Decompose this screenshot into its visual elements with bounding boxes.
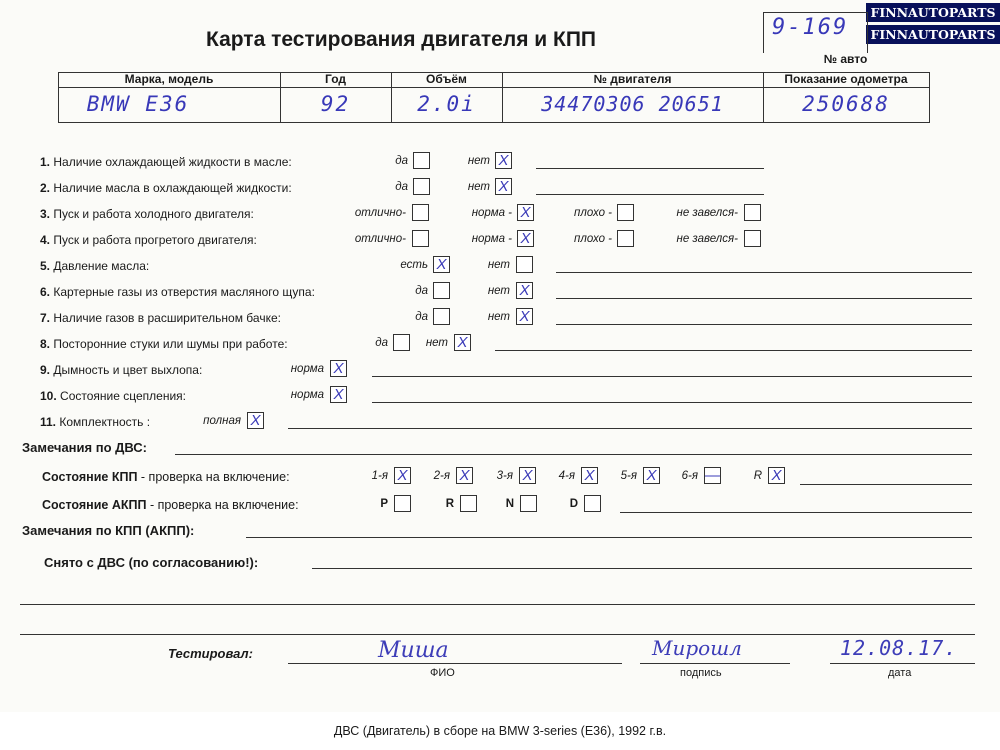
remarks-line bbox=[620, 512, 972, 513]
question-number: 3. bbox=[40, 207, 51, 221]
car-number-label: № авто bbox=[823, 52, 868, 66]
gear-1-checkbox[interactable]: X bbox=[394, 467, 411, 484]
option-label: плохо - bbox=[574, 207, 612, 219]
checkbox-no[interactable] bbox=[516, 256, 533, 273]
question-4 bbox=[40, 233, 257, 247]
option-label: нет bbox=[487, 285, 510, 297]
remarks-line bbox=[20, 604, 975, 605]
checkbox-yes[interactable]: X bbox=[433, 256, 450, 273]
auto-gearbox-suffix: - проверка на включение: bbox=[146, 498, 299, 512]
option-label: норма - bbox=[471, 233, 512, 245]
auto-gearbox-check bbox=[42, 498, 299, 512]
tester-name: Миша bbox=[378, 638, 449, 663]
image-caption: ДВС (Двигатель) в сборе на BMW 3-series (E36), 1992 г.в. bbox=[0, 712, 1000, 750]
tester-signature: Мирошл bbox=[652, 636, 742, 660]
gearbox-remarks-heading: Замечания по КПП (АКПП): bbox=[22, 523, 195, 538]
question-5 bbox=[40, 259, 149, 273]
checkbox-no[interactable]: X bbox=[516, 282, 533, 299]
question-number: 6. bbox=[40, 285, 51, 299]
remarks-line bbox=[312, 568, 972, 569]
gear-label: 3-я bbox=[496, 470, 513, 482]
remarks-line bbox=[536, 194, 764, 195]
position-r-checkbox[interactable] bbox=[460, 495, 477, 512]
watermark-text: FINNAUTOPARTS bbox=[866, 3, 1000, 22]
option-label: да bbox=[415, 285, 428, 297]
checkbox-normal[interactable]: X bbox=[330, 360, 347, 377]
question-10 bbox=[40, 389, 186, 403]
question-9 bbox=[40, 363, 202, 377]
option-label: норма bbox=[290, 363, 324, 375]
checkbox-yes[interactable] bbox=[433, 308, 450, 325]
name-line bbox=[288, 663, 622, 664]
gearbox-check bbox=[42, 470, 290, 484]
remarks-line bbox=[556, 272, 972, 273]
value-year: 92 bbox=[320, 92, 351, 116]
question-text: Давление масла: bbox=[53, 259, 150, 273]
question-3 bbox=[40, 207, 254, 221]
remarks-line bbox=[175, 454, 972, 455]
gearbox-label: Состояние КПП bbox=[42, 470, 138, 484]
gear-label: 2-я bbox=[433, 470, 450, 482]
date-caption: дата bbox=[888, 667, 912, 679]
checkbox-yes[interactable] bbox=[393, 334, 410, 351]
checkbox-no[interactable]: X bbox=[495, 152, 512, 169]
header-volume: Объём bbox=[426, 72, 467, 86]
question-number: 2. bbox=[40, 181, 51, 195]
option-label: да bbox=[375, 337, 388, 349]
position-label: D bbox=[569, 498, 578, 510]
checkbox-no[interactable]: X bbox=[516, 308, 533, 325]
gear-6-checkbox[interactable]: — bbox=[705, 467, 720, 484]
header-engine-number: № двигателя bbox=[593, 72, 672, 86]
remarks-line bbox=[495, 350, 972, 351]
checkbox-normal[interactable]: X bbox=[517, 230, 534, 247]
auto-gearbox-label: Состояние АКПП bbox=[42, 498, 147, 512]
option-label: есть bbox=[400, 259, 428, 271]
removed-heading: Снято с ДВС (по согласованию!): bbox=[44, 555, 259, 570]
remarks-line bbox=[556, 298, 972, 299]
gear-label: R bbox=[753, 470, 762, 482]
gear-label: 6-я bbox=[681, 470, 698, 482]
remarks-line bbox=[372, 402, 972, 403]
test-date: 12.08.17. bbox=[840, 636, 958, 660]
position-label: N bbox=[505, 498, 514, 510]
option-label: плохо - bbox=[574, 233, 612, 245]
question-11 bbox=[40, 415, 150, 429]
position-d-checkbox[interactable] bbox=[584, 495, 601, 512]
gear-label: 4-я bbox=[558, 470, 575, 482]
remarks-line bbox=[372, 376, 972, 377]
checkbox-no[interactable]: X bbox=[495, 178, 512, 195]
option-label: норма bbox=[290, 389, 324, 401]
question-text: Пуск и работа холодного двигателя: bbox=[53, 207, 254, 221]
watermark-text: FINNAUTOPARTS bbox=[866, 25, 1000, 44]
question-number: 5. bbox=[40, 259, 51, 273]
position-p-checkbox[interactable] bbox=[394, 495, 411, 512]
question-7 bbox=[40, 311, 281, 325]
option-label: нет bbox=[487, 259, 510, 271]
remarks-line bbox=[800, 484, 972, 485]
option-label: нет bbox=[467, 181, 490, 193]
gear-label: 1-я bbox=[371, 470, 388, 482]
option-label: не завелся- bbox=[676, 207, 738, 219]
checkbox-normal[interactable]: X bbox=[330, 386, 347, 403]
option-label: нет bbox=[487, 311, 510, 323]
option-label: норма - bbox=[471, 207, 512, 219]
option-label: отлично- bbox=[354, 207, 406, 219]
header-year: Год bbox=[325, 72, 346, 86]
gear-3-checkbox[interactable]: X bbox=[519, 467, 536, 484]
question-8 bbox=[40, 337, 288, 351]
gear-label: 5-я bbox=[620, 470, 637, 482]
position-label: P bbox=[380, 498, 388, 510]
name-caption: ФИО bbox=[430, 667, 455, 679]
gear-reverse-checkbox[interactable]: X bbox=[768, 467, 785, 484]
remarks-line bbox=[556, 324, 972, 325]
question-text: Комплектность : bbox=[59, 415, 151, 429]
question-text: Дымность и цвет выхлопа: bbox=[53, 363, 203, 377]
page-title: Карта тестирования двигателя и КПП bbox=[206, 28, 597, 51]
checkbox-complete[interactable]: X bbox=[247, 412, 264, 429]
signature-line bbox=[640, 663, 790, 664]
checkbox-yes[interactable] bbox=[413, 178, 430, 195]
question-number: 11. bbox=[40, 415, 57, 429]
value-volume: 2.0i bbox=[417, 92, 476, 116]
checkbox-normal[interactable]: X bbox=[517, 204, 534, 221]
checkbox-no-start[interactable] bbox=[744, 204, 761, 221]
signature-caption: подпись bbox=[680, 667, 722, 679]
question-number: 10. bbox=[40, 389, 57, 403]
checkbox-excellent[interactable] bbox=[412, 230, 429, 247]
position-label: R bbox=[445, 498, 454, 510]
gear-4-checkbox[interactable]: X bbox=[581, 467, 598, 484]
checkbox-excellent[interactable] bbox=[412, 204, 429, 221]
question-1 bbox=[40, 155, 292, 169]
question-text: Картерные газы из отверстия масляного щупа: bbox=[53, 285, 315, 299]
question-number: 4. bbox=[40, 233, 51, 247]
date-line bbox=[830, 663, 975, 664]
value-model: BMW E36 bbox=[86, 92, 190, 116]
checkbox-bad[interactable] bbox=[617, 230, 634, 247]
option-label: да bbox=[415, 311, 428, 323]
gear-2-checkbox[interactable]: X bbox=[456, 467, 473, 484]
checkbox-no-start[interactable] bbox=[744, 230, 761, 247]
remarks-line bbox=[288, 428, 972, 429]
question-number: 1. bbox=[40, 155, 51, 169]
position-n-checkbox[interactable] bbox=[520, 495, 537, 512]
header-model: Марка, модель bbox=[124, 72, 214, 86]
remarks-line bbox=[20, 634, 975, 635]
question-number: 8. bbox=[40, 337, 51, 351]
checkbox-yes[interactable] bbox=[413, 152, 430, 169]
option-label: да bbox=[395, 181, 408, 193]
question-text: Посторонние стуки или шумы при работе: bbox=[53, 337, 288, 351]
option-label: полная bbox=[203, 415, 241, 427]
value-odometer: 250688 bbox=[802, 92, 890, 116]
option-label: не завелся- bbox=[676, 233, 738, 245]
question-number: 9. bbox=[40, 363, 51, 377]
question-text: Наличие масла в охлаждающей жидкости: bbox=[53, 181, 292, 195]
gearbox-suffix: - проверка на включение: bbox=[137, 470, 290, 484]
question-text: Состояние сцепления: bbox=[60, 389, 186, 403]
checkbox-yes[interactable] bbox=[433, 282, 450, 299]
gear-5-checkbox[interactable]: X bbox=[643, 467, 660, 484]
value-engine-number: 34470306 20651 bbox=[541, 92, 724, 116]
option-label: отлично- bbox=[354, 233, 406, 245]
engine-remarks-heading: Замечания по ДВС: bbox=[22, 440, 147, 455]
tested-by-label: Тестировал: bbox=[168, 646, 253, 661]
question-number: 7. bbox=[40, 311, 51, 325]
header-odometer: Показание одометра bbox=[784, 72, 908, 86]
car-number-value: 9-169 bbox=[772, 15, 849, 40]
question-2 bbox=[40, 181, 292, 195]
remarks-line bbox=[246, 537, 972, 538]
option-label: нет bbox=[425, 337, 448, 349]
option-label: да bbox=[395, 155, 408, 167]
car-number-box bbox=[763, 12, 868, 53]
remarks-line bbox=[536, 168, 764, 169]
option-label: нет bbox=[467, 155, 490, 167]
question-text: Наличие газов в расширительном бачке: bbox=[53, 311, 281, 325]
table-border bbox=[929, 72, 930, 122]
question-6 bbox=[40, 285, 315, 299]
checkbox-bad[interactable] bbox=[617, 204, 634, 221]
table-border bbox=[58, 122, 930, 123]
question-text: Пуск и работа прогретого двигателя: bbox=[53, 233, 257, 247]
checkbox-no[interactable]: X bbox=[454, 334, 471, 351]
question-text: Наличие охлаждающей жидкости в масле: bbox=[53, 155, 292, 169]
